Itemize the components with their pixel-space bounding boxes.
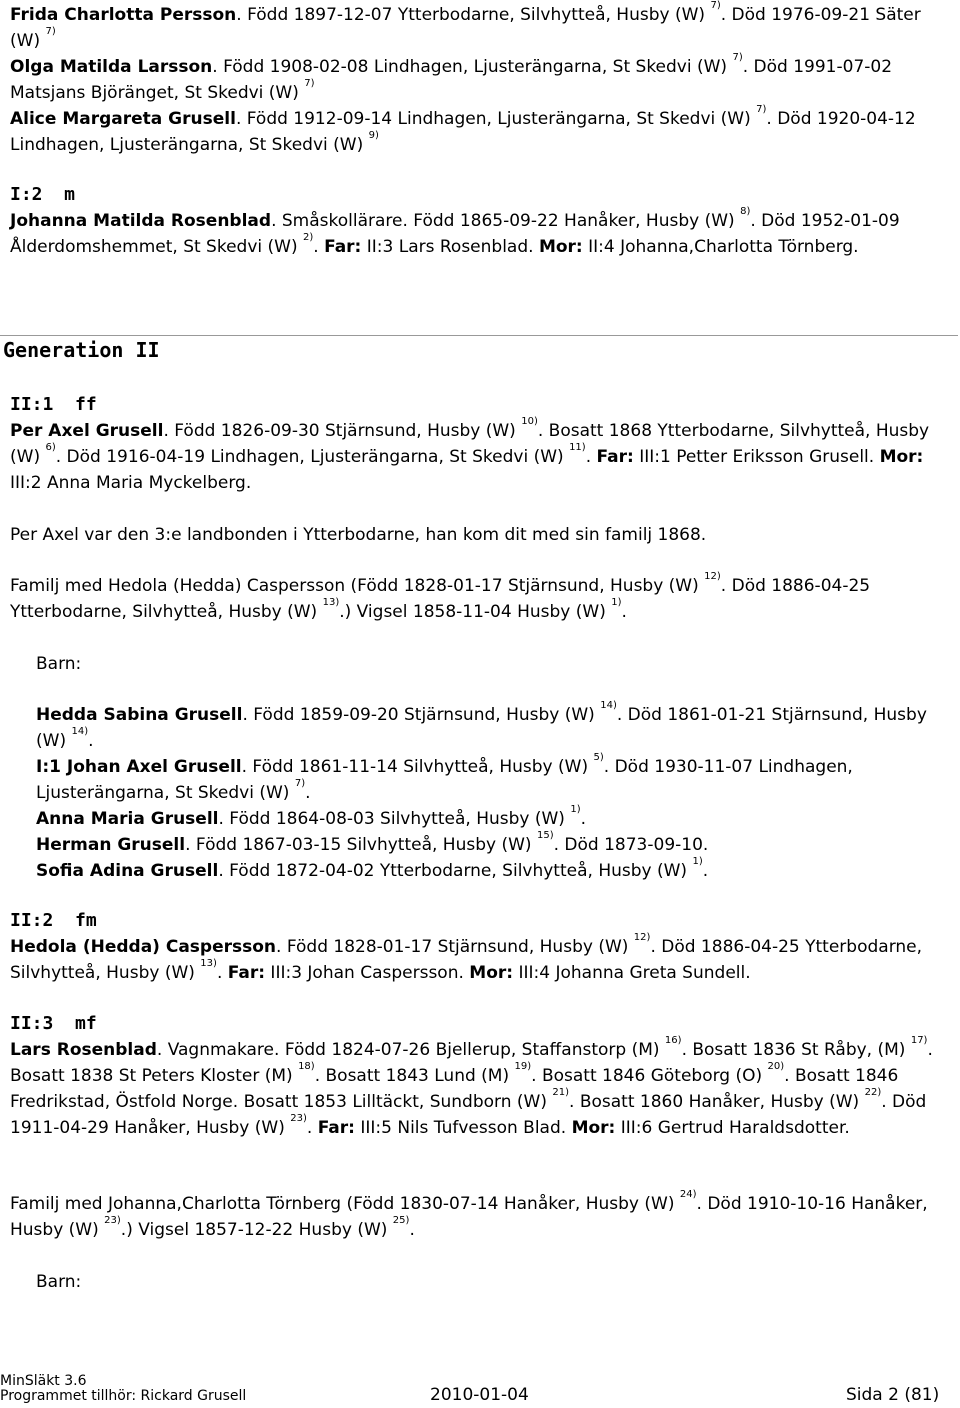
child-entry: Sofia Adina Grusell. Född 1872-04-02 Ytterbodarne, Silvhytteå, Husby (W) $^{1)}$. — [36, 856, 709, 881]
person-name: Johanna Matilda Rosenblad — [10, 211, 272, 231]
entry-ii1 — [10, 392, 940, 496]
entry-ii2 — [10, 908, 940, 986]
person-name: Lars Rosenblad — [10, 1040, 157, 1060]
child-entry: I:1 Johan Axel Grusell. Född 1861-11-14 Silvhytteå, Husby (W) $^{5)}$. Död 1930-11-07 Lindhagen, Ljusterängarna, St Skedvi (W) $^{7)}$. — [36, 752, 853, 803]
child-entry: Herman Grusell. Född 1867-03-15 Silvhytteå, Husby (W) $^{15)}$. Död 1873-09-10. — [36, 830, 709, 855]
entry-code: I:2 m — [10, 184, 76, 205]
entry-text: Hedola (Hedda) Caspersson. Född 1828-01-17 Stjärnsund, Husby (W) $^{12)}$. Död 1886-04-25 Ytterbodarne, Silvhytteå, Husby (W) $^{13)}$. Far: III:3 Johan Caspersson. Mor: III:4 Johanna Greta Sundell. — [10, 932, 923, 983]
entry-code: II:3 mf — [10, 1013, 97, 1034]
person-entry: Alice Margareta Grusell. Född 1912-09-14 Lindhagen, Ljusterängarna, St Skedvi (W) $^{7)}$. Död 1920-04-12 Lindhagen, Ljusterängarna, St Skedvi (W) $^{9)}$ — [10, 104, 916, 155]
child-entry: Hedda Sabina Grusell. Född 1859-09-20 Stjärnsund, Husby (W) $^{14)}$. Död 1861-01-21 Stjärnsund, Husby (W) $^{14)}$. — [36, 700, 927, 751]
note: Per Axel var den 3:e landbonden i Ytterbodarne, han kom dit med sin familj 1868. — [10, 525, 707, 545]
generation-title: Generation II — [3, 338, 160, 362]
entry-code: II:2 fm — [10, 910, 97, 931]
person-name: Olga Matilda Larsson — [10, 57, 213, 77]
family-text: Familj med Hedola (Hedda) Caspersson (Född 1828-01-17 Stjärnsund, Husby (W) $^{12)}$. Död 1886-04-25 Ytterbodarne, Silvhytteå, Husby (W) $^{13)}$.) Vigsel 1858-11-04 Husby (W) $^{1)}$. — [10, 571, 871, 622]
children-list — [36, 702, 936, 884]
footer-page: Sida 2 (81) — [846, 1385, 940, 1405]
entry-text: Johanna Matilda Rosenblad. Småskollärare. Född 1865-09-22 Hanåker, Husby (W) $^{8)}$. Död 1952-01-09 Ålderdomshemmet, St Skedvi (W) $^{2)}$. Far: II:3 Lars Rosenblad. Mor: II:4 Johanna,Charlotta Törnberg. — [10, 206, 900, 257]
person-name: Alice Margareta Grusell — [10, 109, 236, 129]
entry-ii3 — [10, 1011, 940, 1141]
person-name: Frida Charlotta Persson — [10, 5, 237, 25]
person-entry: Frida Charlotta Persson. Född 1897-12-07 Ytterbodarne, Silvhytteå, Husby (W) $^{7)}$. Död 1976-09-21 Säter (W) $^{7)}$ — [10, 0, 921, 51]
section-divider — [0, 335, 958, 336]
footer-app: MinSläkt 3.6 — [0, 1373, 87, 1389]
person-name: Hedola (Hedda) Caspersson — [10, 937, 277, 957]
person-entry: Olga Matilda Larsson. Född 1908-02-08 Lindhagen, Ljusterängarna, St Skedvi (W) $^{7)}$. Död 1991-07-02 Matsjans Björänget, St Skedvi (W) $^{7)}$ — [10, 52, 893, 103]
child-entry: Anna Maria Grusell. Född 1864-08-03 Silvhytteå, Husby (W) $^{1)}$. — [36, 804, 587, 829]
top-persons — [10, 2, 940, 158]
footer-date: 2010-01-04 — [430, 1385, 529, 1405]
barn-label: Barn: — [36, 1272, 82, 1292]
footer-owner: Programmet tillhör: Rickard Grusell — [0, 1388, 247, 1404]
entry-i2 — [10, 182, 940, 260]
person-name: Per Axel Grusell — [10, 421, 164, 441]
family-text: Familj med Johanna,Charlotta Törnberg (Född 1830-07-14 Hanåker, Husby (W) $^{24)}$. Död 1910-10-16 Hanåker, Husby (W) $^{23)}$.) Vigsel 1857-12-22 Husby (W) $^{25)}$. — [10, 1189, 928, 1240]
entry-text: Lars Rosenblad. Vagnmakare. Född 1824-07-26 Bjellerup, Staffanstorp (M) $^{16)}$. Bosatt 1836 St Råby, (M) $^{17)}$. Bosatt 1838 St Peters Kloster (M) $^{18)}$. Bosatt 1843 Lund (M) $^{19)}$. Bosatt 1846 Göteborg (O) $^{20)}$. Bosatt 1846 Fredrikstad, Östfold Norge. Bosatt 1853 Lilltäckt, Sundborn (W) $^{21)}$. Bosatt 1860 Hanåker, Husby (W) $^{22)}$. Död 1911-04-29 Hanåker, Husby (W) $^{23)}$. Far: III:5 Nils Tufvesson Blad. Mor: III:6 Gertrud Haraldsdotter. — [10, 1035, 933, 1138]
entry-text: Per Axel Grusell. Född 1826-09-30 Stjärnsund, Husby (W) $^{10)}$. Bosatt 1868 Ytterbodarne, Silvhytteå, Husby (W) $^{6)}$. Död 1916-04-19 Lindhagen, Ljusterängarna, St Skedvi (W) $^{11)}$. Far: III:1 Petter Eriksson Grusell. Mor: III:2 Anna Maria Myckelberg. — [10, 416, 930, 493]
entry-code: II:1 ff — [10, 394, 97, 415]
barn-label: Barn: — [36, 654, 82, 674]
